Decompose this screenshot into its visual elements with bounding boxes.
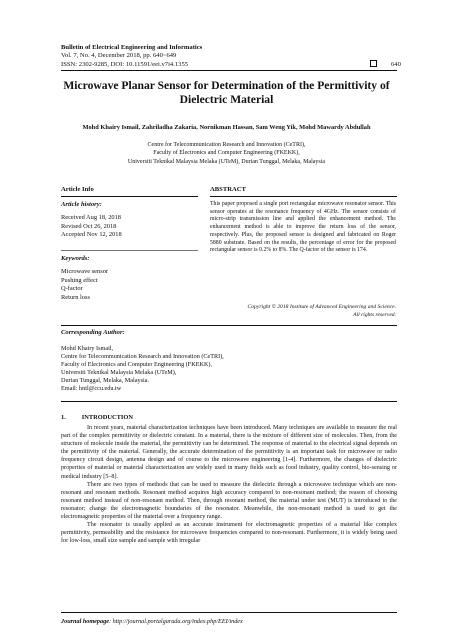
corresponding-heading: Corresponding Author: [61, 329, 125, 336]
affiliation [40, 141, 413, 166]
corresponding-line: Faculty of Electronics and Computer Engineering (FKEKK), [61, 361, 213, 369]
corresponding-line: Universiti Teknikal Malaysia Melaka (UTeM), [61, 369, 177, 377]
paper-title: Microwave Planar Sensor for Determination of the Permittivity of Dielectric Material [63, 79, 390, 106]
history-item: Accepted Nov 12, 2018 [61, 231, 122, 239]
affiliation-line: Faculty of Electronics and Computer Engineering (FKEKK), [153, 150, 300, 157]
keyword-list [61, 268, 108, 302]
body-paragraph: There are two types of methods that can be used to measure the dielectric through a microwave technique which are non-resonant and resonant methods. Resonant method acquires high accuracy compared to non-resonant method; the reason of choosing resonant method instead of non-resonant method. Then, through resonant method, the material under test (MUT) is introduced to the resonator; change the electromagnetic boundaries of the resonator. Meanwhile, the non-resonant method is used to get the electromagnetic properties of the material over a frequency range. [61, 481, 397, 521]
author-list: Mohd Khairy Ismail, Zahriladha Zakaria, Nornikman Hassan, Sam Weng Yik, Mohd Mawardy Abdullah [82, 124, 371, 131]
journal-volume: Vol. 7, No. 4, December 2018, pp. 640~649 [61, 52, 177, 60]
article-info-rule [61, 196, 198, 197]
abstract-heading: ABSTRACT [210, 186, 246, 193]
corresponding-email: Email: hntl@ccu.edu.tw [61, 385, 122, 393]
article-info-heading: Article Info [61, 186, 94, 193]
abstract-text: This paper proposed a single port rectangular microwave resonator sensor. This sensor operates at the resonance frequency of 4GHz. The sensor consists of micro-strip transmission line and applied the enhancement method. The enhancement method is able to improve the return loss of the sensor, respectively. Plus, the proposed sensor is designed and fabricated on Roger 5880 substrate. Based on the results, the percentage of error for the proposed rectangular sensor is 0.2% to 8%. The Q-factor of the sensor is 174. [210, 201, 396, 254]
section-number: 1. [61, 414, 66, 421]
introduction-body [61, 424, 397, 545]
body-paragraph: In recent years, material characterization techniques have been introduced. Many techniques are available to measure the real part of the complex permittivity or dielectric constant. In a material, there is the mixture of different size of molecules. Then, from the structure of molecule inside the material, the permittivity can be determined. The response of material to the electrical signal depends on the permittivity of the material. Generally, the accurate determination of the permittivity is an important task for microwave or radio frequency circuit design, antenna design and of course to the microwave engineering [1-4]. Furthermore, the changes of dielectric properties of material or material characterization are widely used in many fields such as food industry, quality control, bio-sensing or medical industry [5–8]. [61, 425, 397, 480]
section-rule [61, 325, 397, 326]
journal-name: Bulletin of Electrical Engineering and Informatics [61, 44, 203, 51]
body-paragraph: The resonator is usually applied as an accurate instrument for electromagnetic properties of a material like complex permittivity, permeability and the resistance for microwave frequencies compared to non-resonant. Furthermore, it is widely being used for low-loss, small size sample and sample with irregular [61, 522, 397, 545]
affiliation-line: Universiti Teknikal Malaysia Melaka (UTeM), Durian Tunggal, Melaka, Malaysia [127, 158, 326, 165]
history-divider [61, 250, 198, 251]
corresponding-line: Durian Tunggal, Melaka, Malaysia. [61, 377, 149, 385]
footer-rule [61, 612, 397, 613]
abstract-rule [210, 196, 397, 197]
corresponding-details [61, 345, 224, 394]
history-item: Revised Oct 26, 2018 [61, 222, 117, 230]
keywords-heading: Keywords: [61, 255, 90, 262]
square-icon [370, 60, 377, 67]
keyword-item: Q-factor [61, 285, 83, 293]
homepage-label: Journal homepage [61, 618, 109, 625]
page-number: 640 [391, 61, 401, 68]
corresponding-rule [61, 401, 397, 402]
journal-homepage [61, 618, 243, 625]
keyword-item: Pushing effect [61, 276, 98, 284]
homepage-url[interactable]: : http://journal.portalgaruda.org/index.php/EEI/index [108, 618, 243, 625]
copyright-line: Copyright © 2018 Institute of Advanced Engineering and Science. [247, 304, 396, 310]
keyword-item: Microwave sensor [61, 268, 109, 275]
journal-issn: ISSN: 2302-9285, DOI: 10.11591/eei.v7i4.1355 [61, 60, 189, 68]
history-item: Received Aug 18, 2018 [61, 214, 121, 221]
keyword-item: Return loss [61, 293, 90, 301]
history-heading: Article history: [61, 201, 102, 208]
journal-header [61, 44, 401, 69]
affiliation-line: Centre for Telecommunication Research and Innovation (CeTRI), [147, 142, 306, 148]
section-title: INTRODUCTION [81, 414, 133, 421]
page-reference [370, 60, 401, 68]
history-list [61, 214, 122, 240]
corresponding-line: Mohd Khairy Ismail, [61, 345, 114, 352]
copyright-line: All rights reserved. [353, 311, 396, 318]
copyright-notice [210, 304, 396, 319]
corresponding-line: Centre for Telecommunication Research and Innovation (CeTRI), [61, 353, 224, 361]
introduction-heading [61, 414, 149, 421]
header-rule [61, 70, 397, 71]
